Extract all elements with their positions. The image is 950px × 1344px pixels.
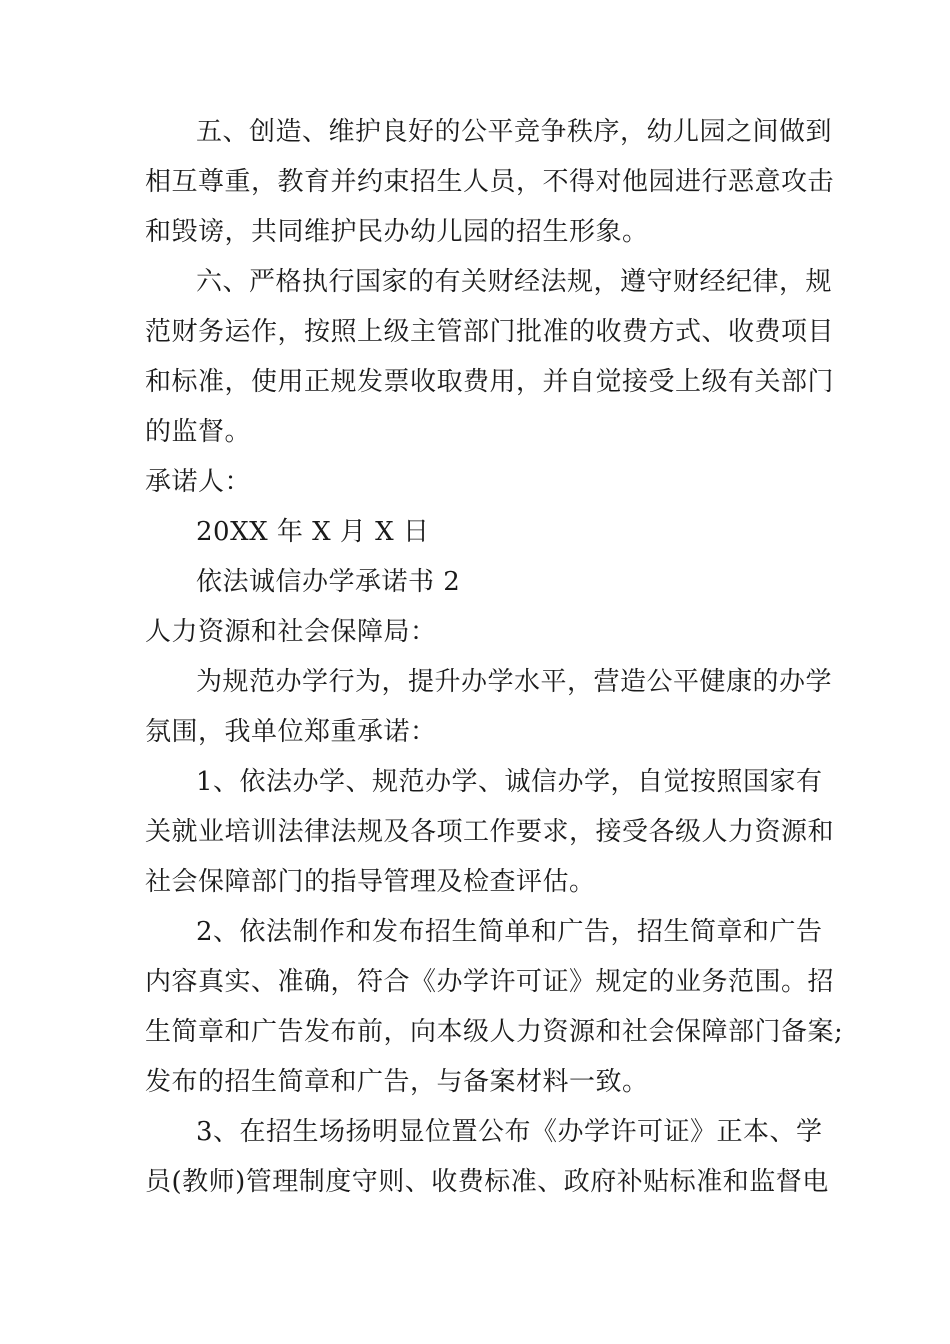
date-line: 20XX 年 X 月 X 日 [196, 517, 430, 547]
paragraph-5-line-3: 和毁谤，共同维护民办幼儿园的招生形象。 [145, 217, 649, 247]
paragraph-6-line-3: 和标准，使用正规发票收取费用，并自觉接受上级有关部门 [145, 367, 835, 397]
item-3-line-2: 员(教师)管理制度守则、收费标准、政府补贴标准和监督电 [145, 1167, 829, 1197]
signer-label: 承诺人： [145, 467, 252, 497]
intro-line-2: 氛围，我单位郑重承诺： [145, 717, 437, 747]
paragraph-6-line-1: 六、严格执行国家的有关财经法规，遵守财经纪律，规 [196, 267, 833, 297]
item-2-line-3: 生简章和广告发布前，向本级人力资源和社会保障部门备案; [145, 1017, 844, 1047]
paragraph-5-line-2: 相互尊重，教育并约束招生人员，不得对他园进行恶意攻击 [145, 167, 835, 197]
addressee-line: 人力资源和社会保障局： [145, 617, 437, 647]
item-2-line-1: 2、依法制作和发布招生简单和广告，招生简章和广告 [196, 917, 823, 947]
item-2-line-2: 内容真实、准确，符合《办学许可证》规定的业务范围。招 [145, 967, 835, 997]
item-1-line-2: 关就业培训法律法规及各项工作要求，接受各级人力资源和 [145, 817, 835, 847]
item-2-line-4: 发布的招生简章和广告，与备案材料一致。 [145, 1067, 649, 1097]
item-1-line-1: 1、依法办学、规范办学、诚信办学，自觉按照国家有 [196, 767, 823, 797]
paragraph-6-line-4: 的监督。 [145, 417, 252, 447]
item-3-line-1: 3、在招生场扬明显位置公布《办学许可证》正本、学 [196, 1117, 823, 1147]
item-1-line-3: 社会保障部门的指导管理及检查评估。 [145, 867, 596, 897]
paragraph-6-line-2: 范财务运作，按照上级主管部门批准的收费方式、收费项目 [145, 317, 835, 347]
paragraph-5-line-1: 五、创造、维护良好的公平竞争秩序，幼儿园之间做到 [196, 117, 833, 147]
section-title: 依法诚信办学承诺书 2 [196, 567, 461, 597]
intro-line-1: 为规范办学行为，提升办学水平，营造公平健康的办学 [196, 667, 833, 697]
